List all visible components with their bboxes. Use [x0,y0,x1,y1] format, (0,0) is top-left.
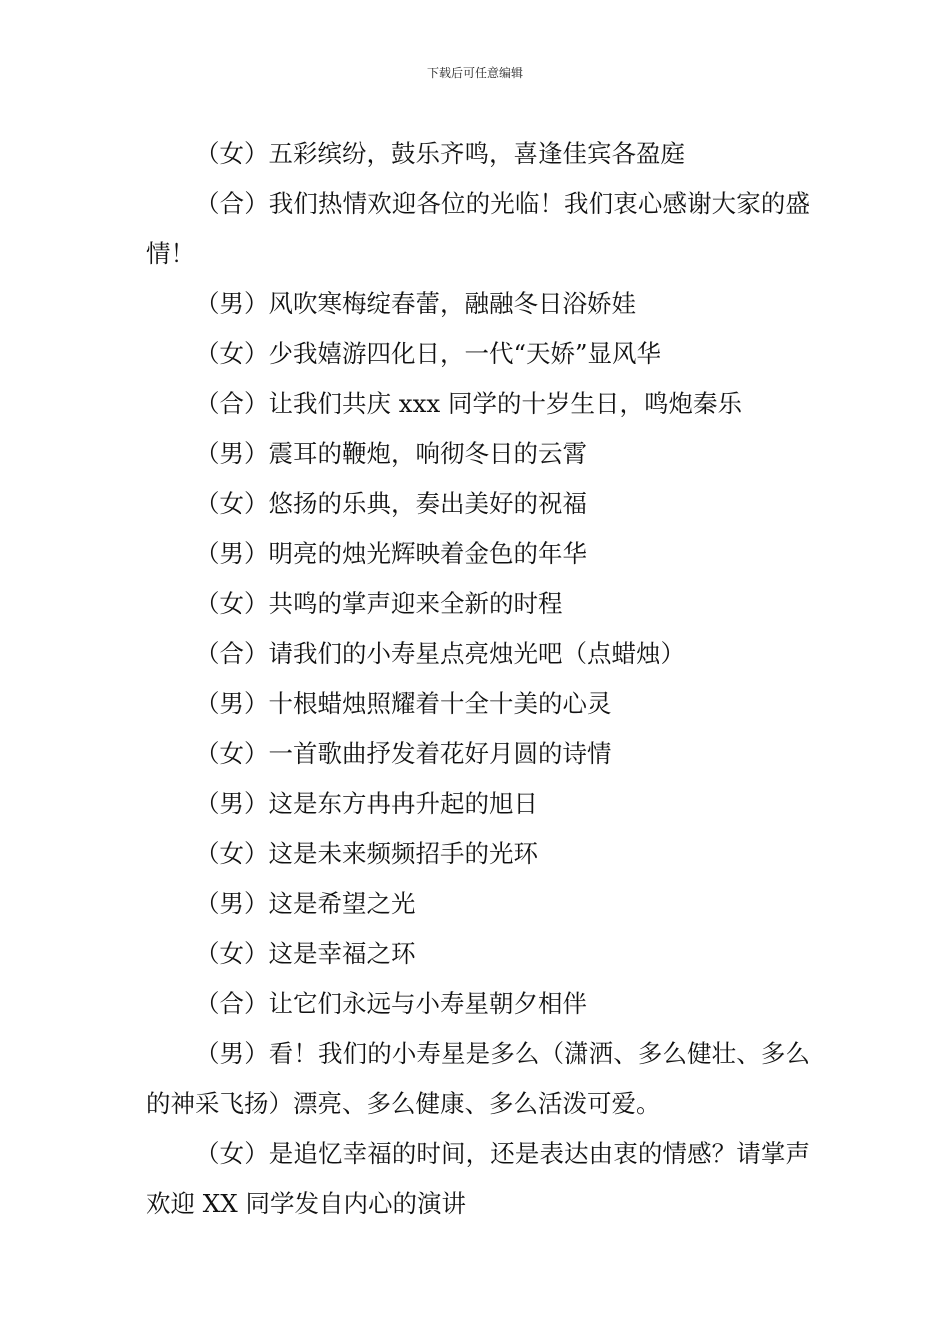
script-line: （女）一首歌曲抒发着花好月圆的诗情 [195,739,612,768]
script-line: （合）我们热情欢迎各位的光临！我们衷心感谢大家的盛情！ [146,189,810,268]
script-line: （女）五彩缤纷，鼓乐齐鸣，喜逢佳宾各盈庭 [195,139,685,168]
script-body [146,129,810,1229]
page-header: 下载后可任意编辑 [426,66,523,80]
script-line: （男）明亮的烛光辉映着金色的年华 [195,539,587,568]
script-line: （女）是追忆幸福的时间，还是表达由衷的情感？请掌声欢迎 XX 同学发自内心的演讲 [146,1139,810,1218]
script-line: （男）风吹寒梅绽春蕾，融融冬日浴娇娃 [195,289,636,318]
script-line: （男）这是东方冉冉升起的旭日 [195,789,538,818]
script-line: （男）看！我们的小寿星是多么（潇洒、多么健壮、多么的神采飞扬）漂亮、多么健康、多么活泼可爱。 [146,1039,810,1118]
script-line: （合）让我们共庆 xxx 同学的十岁生日，鸣炮秦乐 [195,389,743,418]
script-line: （女）悠扬的乐典，奏出美好的祝福 [195,489,587,518]
script-line: （女）少我嬉游四化日，一代“天娇”显风华 [195,339,662,368]
script-line: （合）让它们永远与小寿星朝夕相伴 [195,989,587,1018]
script-line: （男）这是希望之光 [195,889,416,918]
script-line: （女）共鸣的掌声迎来全新的时程 [195,589,563,618]
script-line: （合）请我们的小寿星点亮烛光吧（点蜡烛） [195,639,685,668]
script-line: （男）十根蜡烛照耀着十全十美的心灵 [195,689,612,718]
script-line: （女）这是幸福之环 [195,939,416,968]
script-line: （女）这是未来频频招手的光环 [195,839,538,868]
script-line: （男）震耳的鞭炮，响彻冬日的云霄 [195,439,587,468]
